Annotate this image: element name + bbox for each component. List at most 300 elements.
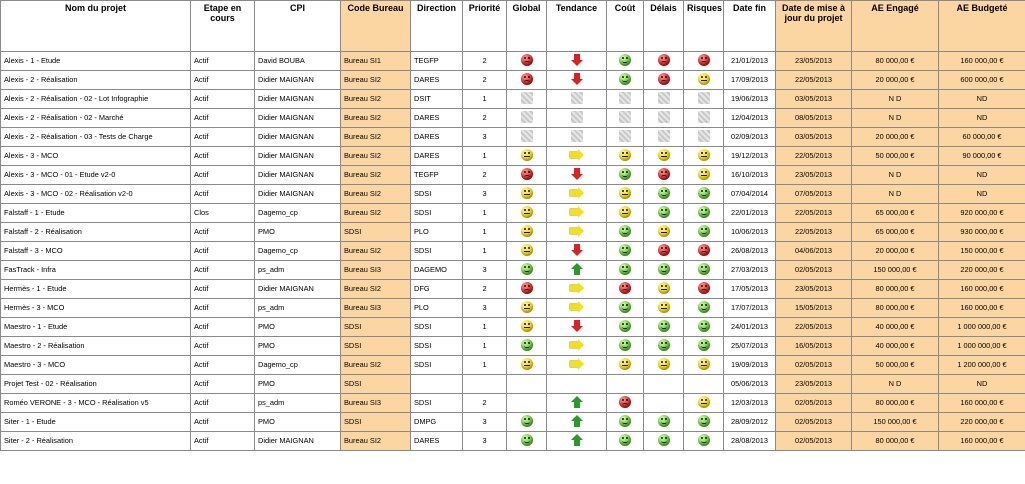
direction-cell[interactable]: DARES [411,128,463,147]
ae-engage-cell[interactable]: 65 000,00 € [852,204,939,223]
cout-indicator-cell[interactable] [607,299,644,318]
priorite-cell[interactable]: 2 [463,52,507,71]
table-row[interactable] [1,128,1025,147]
priorite-cell[interactable]: 3 [463,185,507,204]
etape-cell[interactable]: Actif [191,90,255,109]
project-name-cell[interactable]: FasTrack - Infra [1,261,191,280]
cpi-cell[interactable]: PMO [255,223,341,242]
table-row[interactable] [1,52,1025,71]
tendance-indicator-cell[interactable] [547,375,607,394]
date-maj-cell[interactable]: 02/05/2013 [776,261,852,280]
code-bureau-cell[interactable]: Bureau SI2 [341,166,411,185]
delais-indicator-cell[interactable] [644,432,684,451]
cpi-cell[interactable]: Didier MAIGNAN [255,109,341,128]
header-direction[interactable]: Direction [411,1,463,52]
risques-indicator-cell[interactable] [684,280,724,299]
ae-engage-cell[interactable]: 50 000,00 € [852,356,939,375]
table-row[interactable] [1,280,1025,299]
code-bureau-cell[interactable]: Bureau SI2 [341,356,411,375]
etape-cell[interactable]: Actif [191,299,255,318]
cout-indicator-cell[interactable] [607,166,644,185]
delais-indicator-cell[interactable] [644,166,684,185]
direction-cell[interactable]: DSIT [411,90,463,109]
direction-cell[interactable] [411,375,463,394]
tendance-indicator-cell[interactable] [547,128,607,147]
date-fin-cell[interactable]: 12/04/2013 [724,109,776,128]
code-bureau-cell[interactable]: Bureau SI2 [341,109,411,128]
global-indicator-cell[interactable] [507,318,547,337]
date-maj-cell[interactable]: 15/05/2013 [776,299,852,318]
cout-indicator-cell[interactable] [607,223,644,242]
direction-cell[interactable]: DARES [411,147,463,166]
etape-cell[interactable]: Clos [191,204,255,223]
tendance-indicator-cell[interactable] [547,242,607,261]
direction-cell[interactable]: SDSI [411,394,463,413]
ae-budgete-cell[interactable]: ND [939,185,1025,204]
global-indicator-cell[interactable] [507,71,547,90]
global-indicator-cell[interactable] [507,356,547,375]
direction-cell[interactable]: DMPG [411,413,463,432]
cout-indicator-cell[interactable] [607,128,644,147]
direction-cell[interactable]: SDSI [411,356,463,375]
ae-engage-cell[interactable]: 65 000,00 € [852,223,939,242]
tendance-indicator-cell[interactable] [547,147,607,166]
date-fin-cell[interactable]: 19/06/2013 [724,90,776,109]
direction-cell[interactable]: SDSI [411,185,463,204]
table-row[interactable] [1,299,1025,318]
delais-indicator-cell[interactable] [644,261,684,280]
date-maj-cell[interactable]: 22/05/2013 [776,223,852,242]
risques-indicator-cell[interactable] [684,375,724,394]
priorite-cell[interactable]: 3 [463,299,507,318]
cpi-cell[interactable]: Didier MAIGNAN [255,147,341,166]
project-name-cell[interactable]: Falstaff - 1 - Etude [1,204,191,223]
code-bureau-cell[interactable]: Bureau SI2 [341,71,411,90]
code-bureau-cell[interactable]: Bureau SI2 [341,90,411,109]
header-risques[interactable]: Risques [684,1,724,52]
cpi-cell[interactable]: Dagemo_cp [255,204,341,223]
date-fin-cell[interactable]: 28/09/2012 [724,413,776,432]
priorite-cell[interactable]: 1 [463,223,507,242]
risques-indicator-cell[interactable] [684,90,724,109]
direction-cell[interactable]: TEGFP [411,52,463,71]
priorite-cell[interactable]: 3 [463,261,507,280]
cout-indicator-cell[interactable] [607,147,644,166]
cpi-cell[interactable]: Didier MAIGNAN [255,166,341,185]
ae-budgete-cell[interactable]: 90 000,00 € [939,147,1025,166]
date-maj-cell[interactable]: 02/05/2013 [776,432,852,451]
risques-indicator-cell[interactable] [684,52,724,71]
direction-cell[interactable]: DFG [411,280,463,299]
ae-budgete-cell[interactable]: 1 000 000,00 € [939,318,1025,337]
cout-indicator-cell[interactable] [607,71,644,90]
ae-budgete-cell[interactable]: 920 000,00 € [939,204,1025,223]
header-ae-budgete[interactable]: AE Budgeté [939,1,1025,52]
date-fin-cell[interactable]: 17/07/2013 [724,299,776,318]
ae-engage-cell[interactable]: N D [852,166,939,185]
code-bureau-cell[interactable]: SDSI [341,223,411,242]
project-name-cell[interactable]: Falstaff - 2 - Réalisation [1,223,191,242]
risques-indicator-cell[interactable] [684,147,724,166]
direction-cell[interactable]: SDSI [411,318,463,337]
tendance-indicator-cell[interactable] [547,318,607,337]
cout-indicator-cell[interactable] [607,337,644,356]
ae-budgete-cell[interactable]: ND [939,90,1025,109]
date-maj-cell[interactable]: 23/05/2013 [776,52,852,71]
delais-indicator-cell[interactable] [644,375,684,394]
etape-cell[interactable]: Actif [191,128,255,147]
priorite-cell[interactable]: 2 [463,109,507,128]
etape-cell[interactable]: Actif [191,375,255,394]
risques-indicator-cell[interactable] [684,337,724,356]
header-tendance[interactable]: Tendance [547,1,607,52]
header-nom[interactable]: Nom du projet [1,1,191,52]
delais-indicator-cell[interactable] [644,109,684,128]
risques-indicator-cell[interactable] [684,432,724,451]
table-row[interactable] [1,432,1025,451]
ae-engage-cell[interactable]: N D [852,109,939,128]
cpi-cell[interactable]: PMO [255,375,341,394]
ae-engage-cell[interactable]: N D [852,90,939,109]
ae-budgete-cell[interactable]: 1 200 000,00 € [939,356,1025,375]
global-indicator-cell[interactable] [507,375,547,394]
date-fin-cell[interactable]: 17/09/2013 [724,71,776,90]
ae-budgete-cell[interactable]: 220 000,00 € [939,413,1025,432]
cout-indicator-cell[interactable] [607,356,644,375]
table-row[interactable] [1,90,1025,109]
code-bureau-cell[interactable]: Bureau SI2 [341,242,411,261]
table-row[interactable] [1,413,1025,432]
ae-budgete-cell[interactable]: 150 000,00 € [939,242,1025,261]
etape-cell[interactable]: Actif [191,318,255,337]
code-bureau-cell[interactable]: SDSI [341,337,411,356]
date-maj-cell[interactable]: 22/05/2013 [776,204,852,223]
delais-indicator-cell[interactable] [644,52,684,71]
header-priorite[interactable]: Priorité [463,1,507,52]
tendance-indicator-cell[interactable] [547,223,607,242]
date-maj-cell[interactable]: 23/05/2013 [776,375,852,394]
risques-indicator-cell[interactable] [684,394,724,413]
table-row[interactable] [1,147,1025,166]
delais-indicator-cell[interactable] [644,71,684,90]
tendance-indicator-cell[interactable] [547,109,607,128]
direction-cell[interactable]: SDSI [411,337,463,356]
date-maj-cell[interactable]: 02/05/2013 [776,413,852,432]
global-indicator-cell[interactable] [507,90,547,109]
risques-indicator-cell[interactable] [684,299,724,318]
priorite-cell[interactable]: 2 [463,71,507,90]
code-bureau-cell[interactable]: Bureau SI2 [341,185,411,204]
priorite-cell[interactable]: 1 [463,90,507,109]
delais-indicator-cell[interactable] [644,223,684,242]
ae-budgete-cell[interactable]: 600 000,00 € [939,71,1025,90]
tendance-indicator-cell[interactable] [547,299,607,318]
global-indicator-cell[interactable] [507,394,547,413]
etape-cell[interactable]: Actif [191,71,255,90]
risques-indicator-cell[interactable] [684,413,724,432]
cpi-cell[interactable]: Dagemo_cp [255,242,341,261]
cpi-cell[interactable]: ps_adm [255,299,341,318]
header-delais[interactable]: Délais [644,1,684,52]
global-indicator-cell[interactable] [507,299,547,318]
date-fin-cell[interactable]: 25/07/2013 [724,337,776,356]
code-bureau-cell[interactable]: Bureau SI2 [341,432,411,451]
project-name-cell[interactable]: Alexis - 3 - MCO - 02 - Réalisation v2-0 [1,185,191,204]
cout-indicator-cell[interactable] [607,242,644,261]
delais-indicator-cell[interactable] [644,356,684,375]
cout-indicator-cell[interactable] [607,185,644,204]
cpi-cell[interactable]: Dagemo_cp [255,356,341,375]
cpi-cell[interactable]: Didier MAIGNAN [255,71,341,90]
project-name-cell[interactable]: Alexis - 2 - Réalisation [1,71,191,90]
ae-budgete-cell[interactable]: 220 000,00 € [939,261,1025,280]
tendance-indicator-cell[interactable] [547,337,607,356]
tendance-indicator-cell[interactable] [547,413,607,432]
project-name-cell[interactable]: Alexis - 3 - MCO [1,147,191,166]
table-row[interactable] [1,71,1025,90]
delais-indicator-cell[interactable] [644,394,684,413]
etape-cell[interactable]: Actif [191,242,255,261]
direction-cell[interactable]: SDSI [411,204,463,223]
cout-indicator-cell[interactable] [607,261,644,280]
date-maj-cell[interactable]: 22/05/2013 [776,318,852,337]
ae-engage-cell[interactable]: 40 000,00 € [852,318,939,337]
cout-indicator-cell[interactable] [607,280,644,299]
cpi-cell[interactable]: Didier MAIGNAN [255,280,341,299]
risques-indicator-cell[interactable] [684,166,724,185]
delais-indicator-cell[interactable] [644,337,684,356]
date-fin-cell[interactable]: 19/09/2013 [724,356,776,375]
ae-engage-cell[interactable]: 150 000,00 € [852,261,939,280]
code-bureau-cell[interactable]: SDSI [341,318,411,337]
project-name-cell[interactable]: Alexis - 1 - Etude [1,52,191,71]
date-maj-cell[interactable]: 02/05/2013 [776,356,852,375]
risques-indicator-cell[interactable] [684,318,724,337]
table-row[interactable] [1,204,1025,223]
date-maj-cell[interactable]: 07/05/2013 [776,185,852,204]
header-cpi[interactable]: CPI [255,1,341,52]
risques-indicator-cell[interactable] [684,128,724,147]
table-row[interactable] [1,166,1025,185]
cpi-cell[interactable]: David BOUBA [255,52,341,71]
date-maj-cell[interactable]: 04/06/2013 [776,242,852,261]
global-indicator-cell[interactable] [507,185,547,204]
ae-budgete-cell[interactable]: ND [939,375,1025,394]
project-name-cell[interactable]: Roméo VERONE - 3 - MCO - Réalisation v5 [1,394,191,413]
ae-engage-cell[interactable]: 50 000,00 € [852,147,939,166]
etape-cell[interactable]: Actif [191,147,255,166]
date-maj-cell[interactable]: 03/05/2013 [776,90,852,109]
date-fin-cell[interactable]: 16/10/2013 [724,166,776,185]
direction-cell[interactable]: TEGFP [411,166,463,185]
code-bureau-cell[interactable]: SDSI [341,375,411,394]
direction-cell[interactable]: DARES [411,71,463,90]
priorite-cell[interactable]: 2 [463,166,507,185]
code-bureau-cell[interactable]: Bureau SI1 [341,52,411,71]
cpi-cell[interactable]: Didier MAIGNAN [255,432,341,451]
risques-indicator-cell[interactable] [684,223,724,242]
etape-cell[interactable]: Actif [191,261,255,280]
tendance-indicator-cell[interactable] [547,356,607,375]
tendance-indicator-cell[interactable] [547,166,607,185]
code-bureau-cell[interactable]: Bureau SI3 [341,261,411,280]
cout-indicator-cell[interactable] [607,90,644,109]
project-name-cell[interactable]: Falstaff - 3 - MCO [1,242,191,261]
date-fin-cell[interactable]: 26/08/2013 [724,242,776,261]
ae-engage-cell[interactable]: 20 000,00 € [852,242,939,261]
global-indicator-cell[interactable] [507,337,547,356]
priorite-cell[interactable] [463,375,507,394]
direction-cell[interactable]: PLO [411,223,463,242]
ae-engage-cell[interactable]: 20 000,00 € [852,128,939,147]
direction-cell[interactable]: SDSI [411,242,463,261]
cout-indicator-cell[interactable] [607,318,644,337]
priorite-cell[interactable]: 1 [463,337,507,356]
tendance-indicator-cell[interactable] [547,185,607,204]
date-fin-cell[interactable]: 02/09/2013 [724,128,776,147]
date-fin-cell[interactable]: 27/03/2013 [724,261,776,280]
direction-cell[interactable]: PLO [411,299,463,318]
cout-indicator-cell[interactable] [607,413,644,432]
project-name-cell[interactable]: Siter - 1 - Etude [1,413,191,432]
cpi-cell[interactable]: ps_adm [255,261,341,280]
header-etape[interactable]: Etape en cours [191,1,255,52]
date-maj-cell[interactable]: 16/05/2013 [776,337,852,356]
tendance-indicator-cell[interactable] [547,280,607,299]
ae-engage-cell[interactable]: 80 000,00 € [852,299,939,318]
global-indicator-cell[interactable] [507,52,547,71]
etape-cell[interactable]: Actif [191,356,255,375]
priorite-cell[interactable]: 2 [463,394,507,413]
date-fin-cell[interactable]: 21/01/2013 [724,52,776,71]
date-fin-cell[interactable]: 05/06/2013 [724,375,776,394]
delais-indicator-cell[interactable] [644,413,684,432]
delais-indicator-cell[interactable] [644,280,684,299]
code-bureau-cell[interactable]: Bureau SI2 [341,128,411,147]
date-maj-cell[interactable]: 22/05/2013 [776,147,852,166]
global-indicator-cell[interactable] [507,204,547,223]
risques-indicator-cell[interactable] [684,261,724,280]
table-row[interactable] [1,223,1025,242]
global-indicator-cell[interactable] [507,128,547,147]
global-indicator-cell[interactable] [507,413,547,432]
date-fin-cell[interactable]: 10/06/2013 [724,223,776,242]
table-row[interactable] [1,375,1025,394]
priorite-cell[interactable]: 3 [463,128,507,147]
cpi-cell[interactable]: PMO [255,318,341,337]
ae-engage-cell[interactable]: N D [852,375,939,394]
ae-engage-cell[interactable]: 40 000,00 € [852,337,939,356]
delais-indicator-cell[interactable] [644,128,684,147]
ae-budgete-cell[interactable]: 1 000 000,00 € [939,337,1025,356]
direction-cell[interactable]: DAGEMO [411,261,463,280]
project-name-cell[interactable]: Hermès - 3 - MCO [1,299,191,318]
ae-budgete-cell[interactable]: 160 000,00 € [939,299,1025,318]
priorite-cell[interactable]: 1 [463,147,507,166]
direction-cell[interactable]: DARES [411,109,463,128]
ae-budgete-cell[interactable]: ND [939,166,1025,185]
etape-cell[interactable]: Actif [191,432,255,451]
code-bureau-cell[interactable]: Bureau SI3 [341,394,411,413]
tendance-indicator-cell[interactable] [547,71,607,90]
ae-engage-cell[interactable]: 20 000,00 € [852,71,939,90]
cout-indicator-cell[interactable] [607,109,644,128]
etape-cell[interactable]: Actif [191,166,255,185]
global-indicator-cell[interactable] [507,166,547,185]
project-name-cell[interactable]: Alexis - 2 - Réalisation - 02 - Lot Infographie [1,90,191,109]
etape-cell[interactable]: Actif [191,109,255,128]
delais-indicator-cell[interactable] [644,90,684,109]
ae-budgete-cell[interactable]: ND [939,109,1025,128]
date-maj-cell[interactable]: 23/05/2013 [776,166,852,185]
delais-indicator-cell[interactable] [644,204,684,223]
project-name-cell[interactable]: Maestro - 2 - Réalisation [1,337,191,356]
table-row[interactable] [1,318,1025,337]
direction-cell[interactable]: DARES [411,432,463,451]
global-indicator-cell[interactable] [507,432,547,451]
tendance-indicator-cell[interactable] [547,394,607,413]
etape-cell[interactable]: Actif [191,280,255,299]
cpi-cell[interactable]: Didier MAIGNAN [255,185,341,204]
date-fin-cell[interactable]: 19/12/2013 [724,147,776,166]
table-row[interactable] [1,185,1025,204]
header-global[interactable]: Global [507,1,547,52]
risques-indicator-cell[interactable] [684,204,724,223]
code-bureau-cell[interactable]: Bureau SI3 [341,299,411,318]
etape-cell[interactable]: Actif [191,223,255,242]
project-name-cell[interactable]: Maestro - 3 - MCO [1,356,191,375]
risques-indicator-cell[interactable] [684,71,724,90]
ae-engage-cell[interactable]: 80 000,00 € [852,432,939,451]
etape-cell[interactable]: Actif [191,394,255,413]
header-code[interactable]: Code Bureau [341,1,411,52]
date-fin-cell[interactable]: 22/01/2013 [724,204,776,223]
priorite-cell[interactable]: 1 [463,318,507,337]
date-maj-cell[interactable]: 22/05/2013 [776,71,852,90]
code-bureau-cell[interactable]: Bureau SI2 [341,280,411,299]
date-fin-cell[interactable]: 24/01/2013 [724,318,776,337]
priorite-cell[interactable]: 1 [463,356,507,375]
global-indicator-cell[interactable] [507,280,547,299]
cout-indicator-cell[interactable] [607,394,644,413]
project-name-cell[interactable]: Siter - 2 - Réalisation [1,432,191,451]
delais-indicator-cell[interactable] [644,185,684,204]
table-row[interactable] [1,337,1025,356]
tendance-indicator-cell[interactable] [547,204,607,223]
delais-indicator-cell[interactable] [644,147,684,166]
ae-engage-cell[interactable]: N D [852,185,939,204]
ae-budgete-cell[interactable]: 160 000,00 € [939,280,1025,299]
cpi-cell[interactable]: Didier MAIGNAN [255,128,341,147]
priorite-cell[interactable]: 3 [463,432,507,451]
cout-indicator-cell[interactable] [607,52,644,71]
header-date-maj[interactable]: Date de mise à jour du projet [776,1,852,52]
tendance-indicator-cell[interactable] [547,52,607,71]
project-name-cell[interactable]: Alexis - 2 - Réalisation - 03 - Tests de Charge [1,128,191,147]
header-date-fin[interactable]: Date fin [724,1,776,52]
cpi-cell[interactable]: PMO [255,337,341,356]
risques-indicator-cell[interactable] [684,109,724,128]
code-bureau-cell[interactable]: SDSI [341,413,411,432]
etape-cell[interactable]: Actif [191,337,255,356]
etape-cell[interactable]: Actif [191,185,255,204]
date-maj-cell[interactable]: 08/05/2013 [776,109,852,128]
cout-indicator-cell[interactable] [607,375,644,394]
global-indicator-cell[interactable] [507,147,547,166]
date-maj-cell[interactable]: 03/05/2013 [776,128,852,147]
project-name-cell[interactable]: Hermès - 1 - Etude [1,280,191,299]
cpi-cell[interactable]: Didier MAIGNAN [255,90,341,109]
